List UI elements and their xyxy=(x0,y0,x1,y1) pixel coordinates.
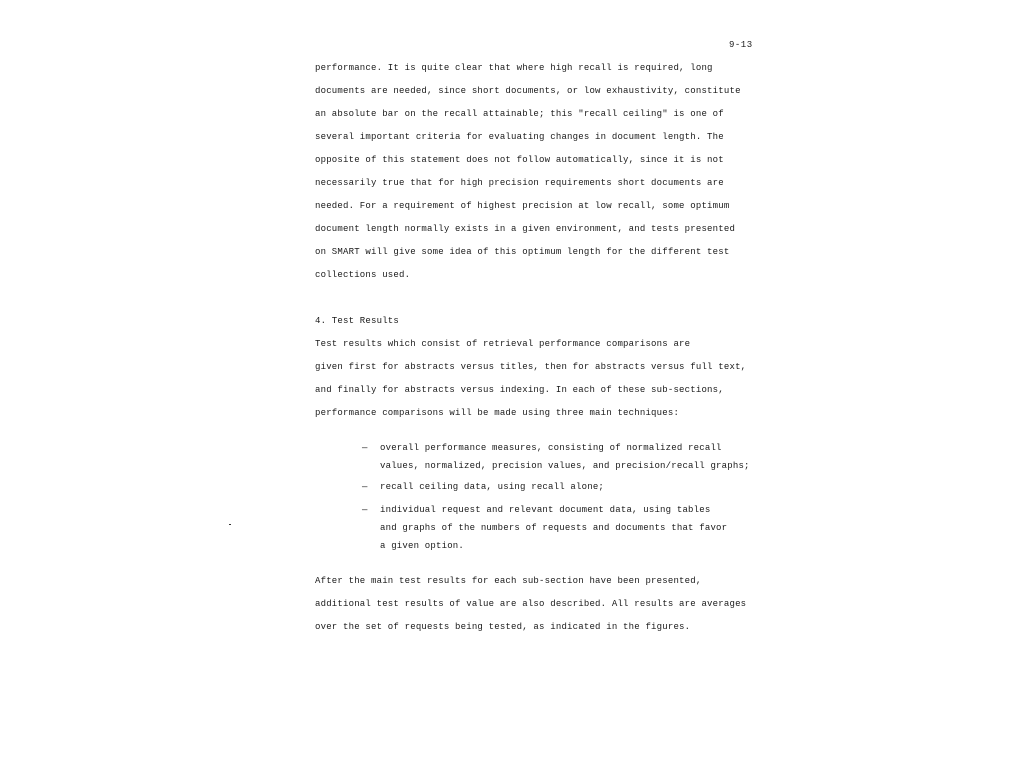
list-item-line: values, normalized, precision values, and precision/recall graphs; xyxy=(380,461,750,471)
paragraph-line: performance. It is quite clear that where high recall is required, long xyxy=(315,63,713,73)
paragraph-line: over the set of requests being tested, as indicated in the figures. xyxy=(315,622,691,632)
paragraph-line: document length normally exists in a given environment, and tests presented xyxy=(315,224,736,234)
paragraph-line: necessarily true that for high precision requirements short documents are xyxy=(315,178,724,188)
paragraph-line: collections used. xyxy=(315,270,411,280)
section-heading: 4. Test Results xyxy=(315,316,400,326)
paragraph-line: given first for abstracts versus titles, then for abstracts versus full text, xyxy=(315,362,747,372)
paragraph-line: After the main test results for each sub-section have been presented, xyxy=(315,576,702,586)
paragraph-line: additional test results of value are also described. All results are averages xyxy=(315,599,747,609)
list-item-line: a given option. xyxy=(380,541,465,551)
paragraph-line: several important criteria for evaluating changes in document length. The xyxy=(315,132,724,142)
paragraph-line: on SMART will give some idea of this optimum length for the different test xyxy=(315,247,730,257)
list-item-line: and graphs of the numbers of requests and documents that favor xyxy=(380,523,728,533)
paragraph-line: an absolute bar on the recall attainable; this "recall ceiling" is one of xyxy=(315,109,724,119)
paragraph-line: documents are needed, since short documents, or low exhaustivity, constitute xyxy=(315,86,741,96)
paragraph-line: opposite of this statement does not follow automatically, since it is not xyxy=(315,155,724,165)
list-dash: — xyxy=(362,482,368,492)
paragraph-line: performance comparisons will be made using three main techniques: xyxy=(315,408,680,418)
paragraph-line: Test results which consist of retrieval performance comparisons are xyxy=(315,339,691,349)
list-item-line: recall ceiling data, using recall alone; xyxy=(380,482,605,492)
page-number: 9-13 xyxy=(729,40,753,50)
paragraph-line: needed. For a requirement of highest precision at low recall, some optimum xyxy=(315,201,730,211)
list-item-line: individual request and relevant document data, using tables xyxy=(380,505,711,515)
list-item-line: overall performance measures, consisting of normalized recall xyxy=(380,443,722,453)
list-dash: — xyxy=(362,505,368,515)
scan-speck xyxy=(229,524,231,525)
paragraph-line: and finally for abstracts versus indexing. In each of these sub-sections, xyxy=(315,385,724,395)
list-dash: — xyxy=(362,443,368,453)
